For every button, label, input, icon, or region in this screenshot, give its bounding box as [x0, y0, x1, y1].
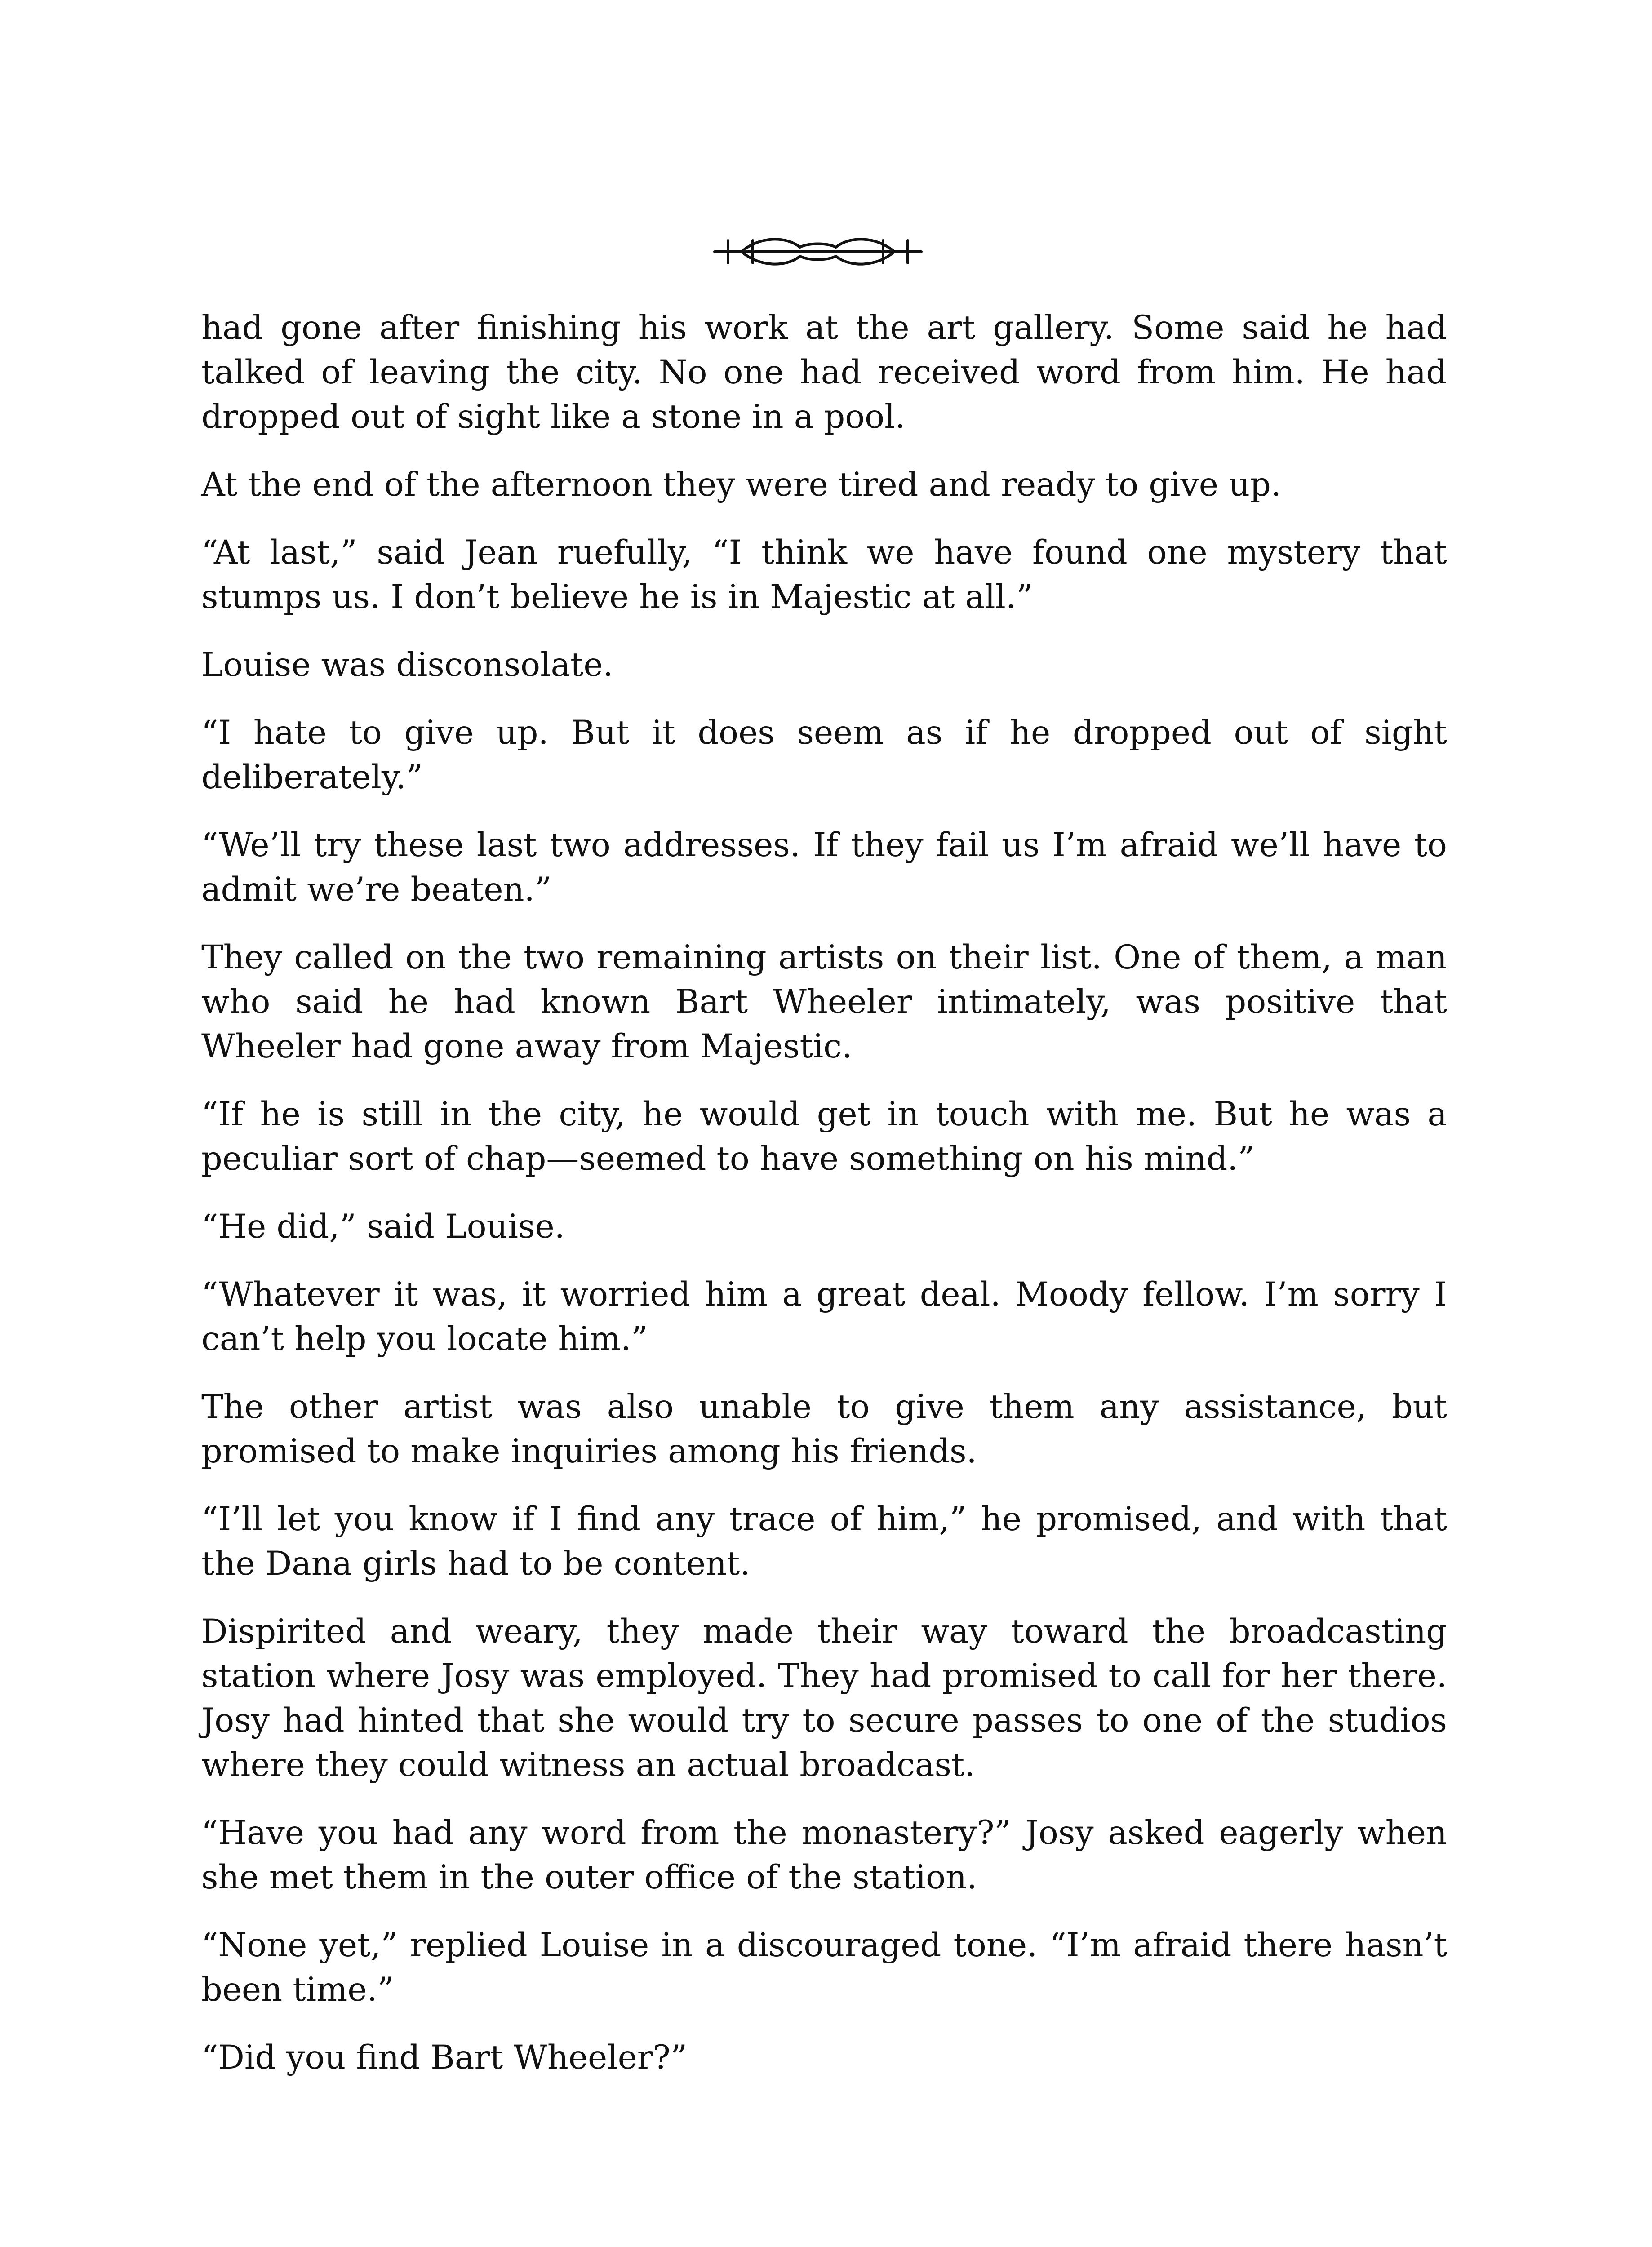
ornament-divider-icon: [710, 227, 926, 276]
paragraph: “We’ll try these last two addresses. If they fail us I’m afraid we’ll have to admit we’re beaten.”: [201, 826, 1447, 909]
paragraph: “Did you find Bart Wheeler?”: [201, 2038, 688, 2077]
paragraph: At the end of the afternoon they were tired and ready to give up.: [201, 466, 1282, 504]
paragraph: “I’ll let you know if I find any trace of him,” he promised, and with that the Dana girls had to be content.: [201, 1500, 1447, 1583]
paragraph: “Have you had any word from the monastery?” Josy asked eagerly when she met them in the outer office of the station.: [201, 1814, 1447, 1896]
paragraph: Dispirited and weary, they made their way toward the broadcasting station where Josy was employed. They had promised to call for her there. Josy had hinted that she would try to secure passes to one of the studios where they could witness an actual broadcast.: [201, 1612, 1447, 1784]
paragraph: had gone after finishing his work at the art gallery. Some said he had talked of leaving the city. No one had received word from him. He had dropped out of sight like a stone in a pool.: [201, 309, 1447, 436]
paragraph: “Whatever it was, it worried him a great deal. Moody fellow. I’m sorry I can’t help you locate him.”: [201, 1275, 1447, 1358]
paragraph: They called on the two remaining artists on their list. One of them, a man who said he had known Bart Wheeler intimately, was positive that Wheeler had gone away from Majestic.: [201, 938, 1447, 1066]
paragraph: The other artist was also unable to give them any assistance, but promised to make inquiries among his friends.: [201, 1388, 1447, 1470]
paragraph: “At last,” said Jean ruefully, “I think we have found one mystery that stumps us. I don’t believe he is in Majestic at all.”: [201, 533, 1447, 616]
paragraph: “I hate to give up. But it does seem as if he dropped out of sight deliberately.”: [201, 714, 1447, 796]
paragraph: “If he is still in the city, he would get in touch with me. But he was a peculiar sort of chap—seemed to have something on his mind.”: [201, 1095, 1447, 1178]
paragraph: Louise was disconsolate.: [201, 646, 613, 684]
body-text: [201, 306, 1447, 2103]
paragraph: “He did,” said Louise.: [201, 1208, 565, 1246]
paragraph: “None yet,” replied Louise in a discouraged tone. “I’m afraid there hasn’t been time.”: [201, 1926, 1447, 2009]
